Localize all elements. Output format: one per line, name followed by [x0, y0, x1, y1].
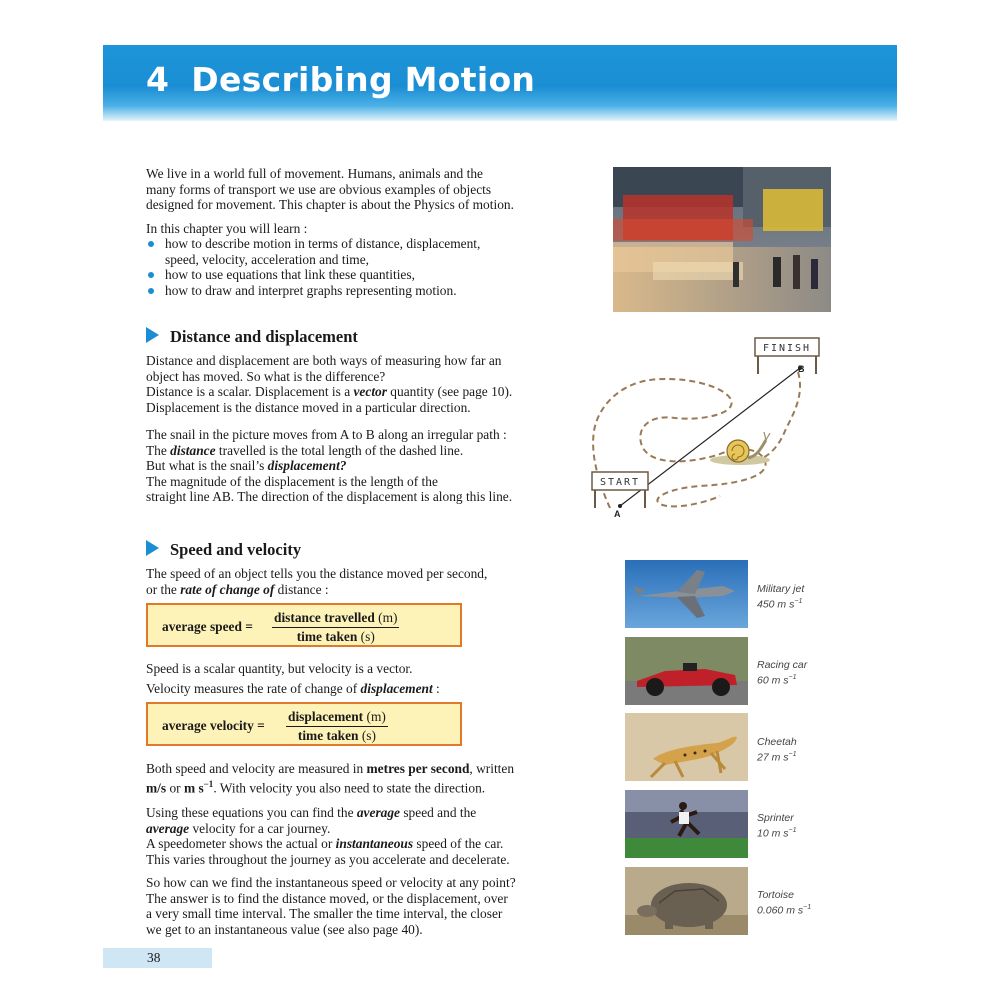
equation-denominator [272, 628, 399, 645]
numerator-unit: (m) [363, 709, 386, 724]
text-line: Displacement is the distance moved in a particular direction. [146, 399, 471, 415]
emphasis-mps: metres per second [366, 761, 470, 776]
denominator-unit: (s) [357, 629, 375, 644]
intro-line: designed for movement. This chapter is about the Physics of motion. [146, 197, 514, 212]
text-run: Both speed and velocity are measured in [146, 761, 367, 776]
point-a-label: A [614, 509, 621, 519]
caption-value-text: 10 m s [757, 827, 789, 839]
caption-exponent: −1 [788, 673, 797, 681]
learn-item [146, 283, 556, 299]
text-run: Distance is a scalar. Displacement is a [146, 384, 354, 399]
section-heading-text: Speed and velocity [170, 540, 302, 559]
text-line [146, 681, 556, 697]
text-run: speed of the car. [413, 836, 504, 852]
tortoise-photo [625, 867, 748, 935]
denominator-unit: (s) [358, 728, 376, 743]
unit-ms-inv: m s [183, 779, 204, 795]
caption-value [757, 902, 811, 917]
caption-exponent: −1 [788, 826, 797, 834]
page-number-tab [103, 948, 212, 968]
learn-item-text: speed, velocity, acceleration and time, [165, 251, 369, 267]
chapter-number: 4 [146, 60, 170, 99]
learn-heading: In this chapter you will learn : [146, 220, 308, 236]
equation-lhs: average velocity = [162, 718, 265, 733]
equation-fraction [286, 709, 388, 744]
text-run: or the [146, 581, 181, 597]
caption-exponent: −1 [788, 750, 797, 758]
learn-list [146, 236, 556, 298]
text-run: Using these equations you can find the [146, 805, 357, 821]
caption-value-text: 450 m s [757, 598, 795, 610]
text-line [146, 836, 556, 852]
text-line [146, 821, 556, 837]
emphasis-average: average [146, 820, 190, 836]
speed-caption-tortoise [757, 889, 811, 917]
learn-item-text: how to draw and interpret graphs representing motion. [165, 282, 457, 298]
speed-caption-cheetah [757, 736, 797, 764]
text-line: The speed of an object tells you the distance moved per second, [146, 566, 488, 581]
caption-name: Military jet [757, 583, 805, 595]
equation-numerator [286, 709, 388, 727]
text-run: quantity (see page 10). [386, 384, 513, 399]
numerator-text: displacement [288, 709, 364, 724]
military-jet-photo [625, 560, 748, 628]
caption-value [757, 672, 807, 687]
text-line: a very small time interval. The smaller the time interval, the closer [146, 906, 503, 922]
section-heading-text: Distance and displacement [170, 327, 358, 346]
equation-lhs: average speed = [162, 619, 253, 634]
caption-exponent: −1 [794, 597, 803, 605]
distance-text [146, 353, 556, 505]
denominator-text: time taken [296, 629, 358, 644]
sprinter-photo [625, 790, 748, 858]
text-run: : [432, 680, 440, 696]
caption-exponent: −1 [803, 903, 812, 911]
text-line: Distance and displacement are both ways of measuring how far an [146, 353, 502, 368]
text-run: Velocity measures the rate of change of [146, 680, 361, 696]
bullet-icon [148, 272, 154, 278]
caption-name: Tortoise [757, 889, 794, 901]
caption-value-text: 60 m s [757, 674, 789, 686]
numerator-text: distance travelled [274, 610, 375, 625]
learn-item [146, 267, 556, 283]
text-run: . With velocity you also need to state the direction. [213, 779, 486, 795]
equation-fraction [272, 610, 399, 645]
text-line [146, 458, 556, 474]
emphasis-displacement: displacement? [267, 458, 347, 473]
units-text [146, 761, 556, 937]
speed-intro-text [146, 566, 556, 597]
point-b-label: B [798, 364, 805, 374]
text-line [146, 443, 556, 459]
chapter-banner [103, 45, 897, 121]
bullet-icon [148, 241, 154, 247]
section-heading-speed [146, 540, 301, 560]
emphasis-instantaneous: instantaneous [335, 836, 414, 852]
text-line: So how can we find the instantaneous speed or velocity at any point? [146, 875, 516, 891]
numerator-unit: (m) [374, 610, 398, 625]
average-speed-equation [146, 603, 462, 647]
equation-denominator [286, 727, 388, 744]
text-line: Speed is a scalar quantity, but velocity is a vector. [146, 661, 413, 676]
triangle-bullet-icon [146, 540, 159, 556]
emphasis-displacement: displacement [360, 680, 433, 696]
text-line [146, 582, 556, 598]
caption-value [757, 825, 797, 840]
start-sign-label: START [599, 477, 641, 488]
emphasis-vector: vector [353, 384, 387, 399]
unit-exponent: −1 [203, 778, 214, 789]
text-line: straight line AB. The direction of the displacement is along this line. [146, 489, 513, 504]
unit-ms: m/s [146, 779, 167, 795]
bullet-icon [148, 288, 154, 294]
emphasis-rate: rate of change of [180, 581, 275, 597]
text-run: A speedometer shows the actual or [146, 836, 336, 852]
text-line [146, 777, 556, 796]
cheetah-photo [625, 713, 748, 781]
text-run: distance : [274, 581, 329, 597]
caption-value [757, 596, 804, 611]
equation-numerator [272, 610, 399, 628]
page-number: 38 [147, 950, 161, 965]
text-line [146, 761, 556, 777]
emphasis-distance: distance [170, 442, 216, 458]
text-line [146, 384, 556, 400]
caption-value-text: 0.060 m s [757, 904, 804, 916]
intro-line: many forms of transport we use are obvious examples of objects [146, 181, 492, 197]
street-motion-photo [613, 167, 831, 312]
caption-value-text: 27 m s [757, 751, 789, 763]
speed-caption-jet [757, 583, 804, 611]
snail-path-diagram [580, 336, 830, 520]
velocity-intro-text [146, 661, 556, 696]
caption-name: Sprinter [757, 812, 794, 824]
text-line: This varies throughout the journey as you accelerate and decelerate. [146, 851, 510, 867]
speed-caption-car [757, 659, 807, 687]
triangle-bullet-icon [146, 327, 159, 343]
text-run: The [146, 442, 171, 458]
learn-item [146, 236, 556, 267]
racing-car-photo [625, 637, 748, 705]
finish-sign-label: FINISH [762, 343, 812, 354]
text-run: travelled is the total length of the dashed line. [215, 442, 464, 458]
snail-icon [710, 432, 770, 465]
text-run: , written [469, 761, 515, 776]
emphasis-average: average [356, 805, 400, 821]
text-line: The snail in the picture moves from A to B along an irregular path : [146, 427, 507, 442]
average-velocity-equation [146, 702, 462, 746]
text-run: But what is the snail’s [146, 458, 268, 473]
caption-value [757, 749, 797, 764]
learn-item-text: how to use equations that link these quantities, [165, 267, 415, 282]
text-line: The magnitude of the displacement is the length of the [146, 473, 438, 489]
section-heading-distance [146, 327, 358, 347]
text-run: speed and the [400, 805, 477, 821]
intro-paragraph [146, 166, 556, 298]
denominator-text: time taken [297, 728, 359, 743]
text-line: The answer is to find the distance moved, or the displacement, over [146, 890, 508, 906]
text-line: object has moved. So what is the difference? [146, 368, 386, 384]
intro-line: We live in a world full of movement. Humans, animals and the [146, 166, 483, 181]
text-run: velocity for a car journey. [189, 820, 331, 836]
learn-item-text: how to describe motion in terms of distance, displacement, [165, 236, 481, 251]
text-run: or [166, 779, 184, 795]
chapter-title [146, 60, 535, 99]
text-line [146, 805, 556, 821]
chapter-title-text: Describing Motion [191, 60, 536, 99]
caption-name: Racing car [757, 659, 808, 671]
text-line: we get to an instantaneous value (see also page 40). [146, 921, 423, 937]
caption-name: Cheetah [757, 736, 797, 748]
speed-caption-sprinter [757, 812, 797, 840]
